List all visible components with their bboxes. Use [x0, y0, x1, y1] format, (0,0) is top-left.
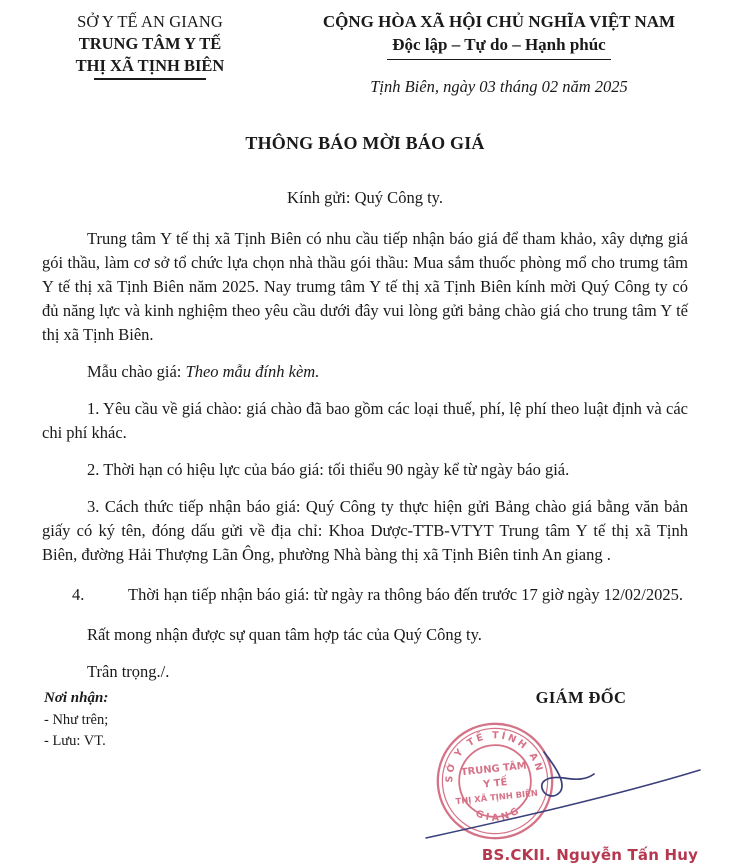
org-line-center: TRUNG TÂM Y TẾ	[78, 33, 222, 53]
date-line: Tịnh Biên, ngày 03 tháng 02 năm 2025	[370, 77, 628, 97]
paragraph-quote-form	[42, 347, 688, 384]
national-header	[284, 8, 714, 97]
paragraph-closing-2: Trân trọng./.	[87, 662, 170, 682]
recipients-title: Nơi nhận:	[44, 690, 109, 706]
item-4-text: Thời hạn tiếp nhận báo giá: từ ngày ra thông báo đến trước 17 giờ ngày 12/02/2025.	[128, 585, 683, 605]
recipient-item: - Như trên;	[44, 711, 109, 728]
signer-name: BS.CKII. Nguyễn Tấn Huy	[481, 846, 699, 864]
recipient-item: - Lưu: VT.	[44, 732, 106, 749]
quote-form-label: Mẫu chào giá:	[87, 362, 186, 382]
svg-text:Y TẾ: Y TẾ	[482, 777, 508, 791]
paragraph-closing-1: Rất mong nhận được sự quan tâm hợp tác của Quý Công ty.	[87, 625, 482, 645]
item-4-number: 4.	[72, 585, 85, 605]
document-body	[42, 208, 688, 684]
signature-title: GIÁM ĐỐC	[535, 688, 627, 707]
paragraph-item-4	[42, 567, 688, 607]
national-underline-rule	[387, 59, 611, 61]
signature-area	[408, 708, 708, 864]
national-title: CỘNG HÒA XÃ HỘI CHỦ NGHĨA VIỆT NAM	[322, 12, 676, 31]
document-footer	[0, 682, 730, 862]
svg-text:GIANG: GIANG	[473, 804, 524, 824]
paragraph-item-1: 1. Yêu cầu về giá chào: giá chào đã bao gồm các loại thuế, phí, lệ phí theo luật định và các chi phí khác.	[42, 399, 688, 443]
paragraph-item-3: 3. Cách thức tiếp nhận báo giá: Quý Công ty thực hiện gửi Bảng chào giá bằng văn bản giấy có ký tên, đóng dấu gửi về địa chỉ: Khoa Dược-TTB-VTYT Trung tâm Y tế thị xã Tịnh Biên, đường Hải Thượng Lãn Ông, phường Nhà bàng thị xã Tịnh Biên tinh An giang .	[42, 497, 688, 565]
org-line-district: THỊ XÃ TỊNH BIÊN	[75, 55, 225, 75]
document-header	[0, 0, 730, 97]
org-line-department: SỞ Y TẾ AN GIANG	[77, 12, 223, 31]
national-motto: Độc lập – Tự do – Hạnh phúc	[392, 34, 606, 54]
svg-text:TRUNG TÂM: TRUNG TÂM	[460, 760, 528, 779]
issuing-organization	[16, 8, 284, 80]
handwritten-signature	[408, 726, 708, 848]
quote-form-value: Theo mẫu đính kèm.	[185, 362, 320, 382]
recipients-block	[44, 688, 108, 752]
svg-text:THỊ XÃ TỊNH BIÊN: THỊ XÃ TỊNH BIÊN	[455, 787, 539, 807]
svg-text:SỞ Y TẾ TỈNH AN: SỞ Y TẾ TỈNH AN	[444, 730, 546, 783]
addressee-line: Kính gửi: Quý Công ty.	[287, 188, 443, 208]
signature-block	[408, 682, 708, 864]
org-underline-rule	[94, 78, 206, 80]
page-title: THÔNG BÁO MỜI BÁO GIÁ	[245, 133, 485, 154]
paragraph-intro: Trung tâm Y tế thị xã Tịnh Biên có nhu cầu tiếp nhận báo giá để tham khảo, xây dựng giá gói thầu, làm cơ sở tổ chức lựa chọn nhà thầu gói thầu: Mua sắm thuốc phòng mổ cho trumg tâm Y tế thị xã Tịnh Biên năm 2025. Nay trumg tâm Y tế thị xã Tịnh Biên kính mời Quý Công ty có đủ năng lực và kinh nghiệm theo yêu cầu dưới đây vui lòng gửi bảng chào giá cho trung tâm Y tế thị xã Tịnh Biên.	[42, 229, 688, 345]
paragraph-item-2: 2. Thời hạn có hiệu lực của báo giá: tối thiểu 90 ngày kể từ ngày báo giá.	[87, 460, 570, 480]
